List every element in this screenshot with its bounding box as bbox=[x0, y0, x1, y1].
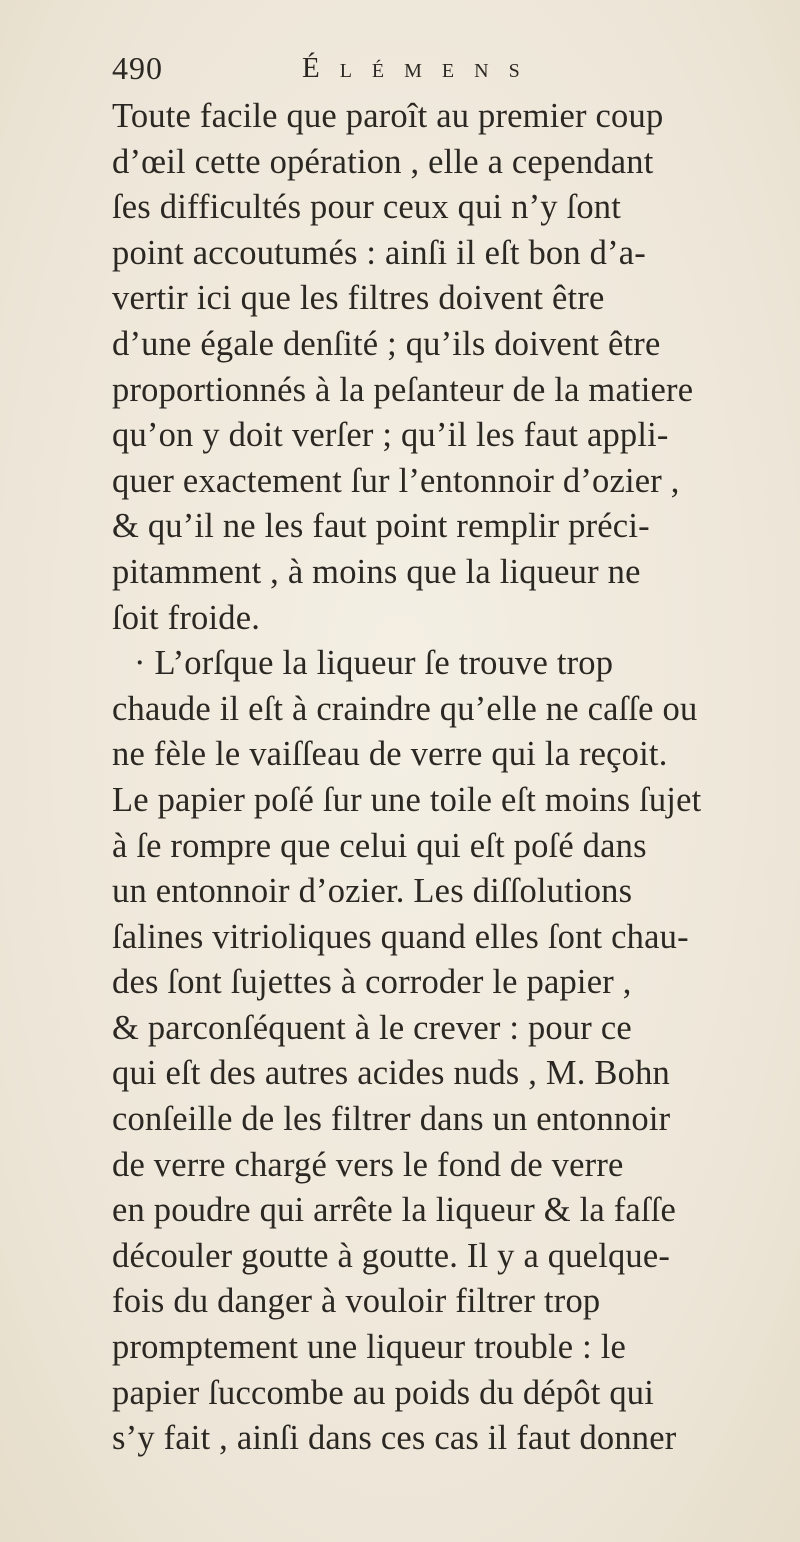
text-line: découler goutte à goutte. Il y a quelque- bbox=[112, 1236, 671, 1275]
text-line: point accoutumés : ainſi il eſt bon d’a- bbox=[112, 233, 646, 272]
text-line: vertir ici que les filtres doivent être bbox=[112, 279, 605, 318]
text-line: & parconſéquent à le crever : pour ce bbox=[112, 1008, 632, 1047]
text-line: d’une égale denſité ; qu’ils doivent être bbox=[112, 324, 661, 363]
text-line: des ſont ſujettes à corroder le papier , bbox=[112, 963, 632, 1002]
text-line: & qu’il ne les faut point remplir préci- bbox=[112, 507, 650, 546]
text-line: proportionnés à la peſanteur de la matiere bbox=[112, 370, 694, 409]
text-line: Le papier poſé ſur une toile eſt moins ſujet bbox=[112, 780, 702, 819]
text-line: ſes difficultés pour ceux qui n’y ſont bbox=[112, 188, 622, 227]
text-line: de verre chargé vers le fond de verre bbox=[112, 1145, 624, 1184]
text-line: ſoit froide. bbox=[112, 598, 261, 637]
paragraph-start-line: · L’orſque la liqueur ſe trouve trop bbox=[134, 644, 614, 683]
text-line: s’y fait , ainſi dans ces cas il faut donner bbox=[112, 1419, 677, 1458]
text-line: ne fèle le vaiſſeau de verre qui la reçoit. bbox=[112, 735, 668, 774]
text-line: quer exactement ſur l’entonnoir d’ozier , bbox=[112, 461, 680, 500]
running-title: Élémens bbox=[302, 52, 540, 84]
body-text bbox=[112, 94, 788, 1462]
text-line: pitamment , à moins que la liqueur ne bbox=[112, 552, 641, 591]
text-line: qu’on y doit verſer ; qu’il les faut appli- bbox=[112, 416, 669, 455]
text-line: chaude il eſt à craindre qu’elle ne caſſe ou bbox=[112, 689, 698, 728]
text-line: fois du danger à vouloir filtrer trop bbox=[112, 1282, 601, 1321]
text-line: qui eſt des autres acides nuds , M. Bohn bbox=[112, 1054, 670, 1093]
text-line: d’œil cette opération , elle a cependant bbox=[112, 142, 654, 181]
page-header bbox=[112, 44, 772, 94]
page-number: 490 bbox=[112, 50, 163, 86]
text-line: à ſe rompre que celui qui eſt poſé dans bbox=[112, 826, 647, 865]
text-line: un entonnoir d’ozier. Les diſſolutions bbox=[112, 872, 633, 911]
text-line: ſalines vitrioliques quand elles ſont chau- bbox=[112, 917, 689, 956]
text-line: en poudre qui arrête la liqueur & la faſſe bbox=[112, 1191, 676, 1230]
text-line: conſeille de les filtrer dans un entonnoir bbox=[112, 1100, 671, 1139]
text-line: papier ſuccombe au poids du dépôt qui bbox=[112, 1373, 655, 1412]
text-line: promptement une liqueur trouble : le bbox=[112, 1328, 627, 1367]
text-line: Toute facile que paroît au premier coup bbox=[112, 97, 664, 135]
